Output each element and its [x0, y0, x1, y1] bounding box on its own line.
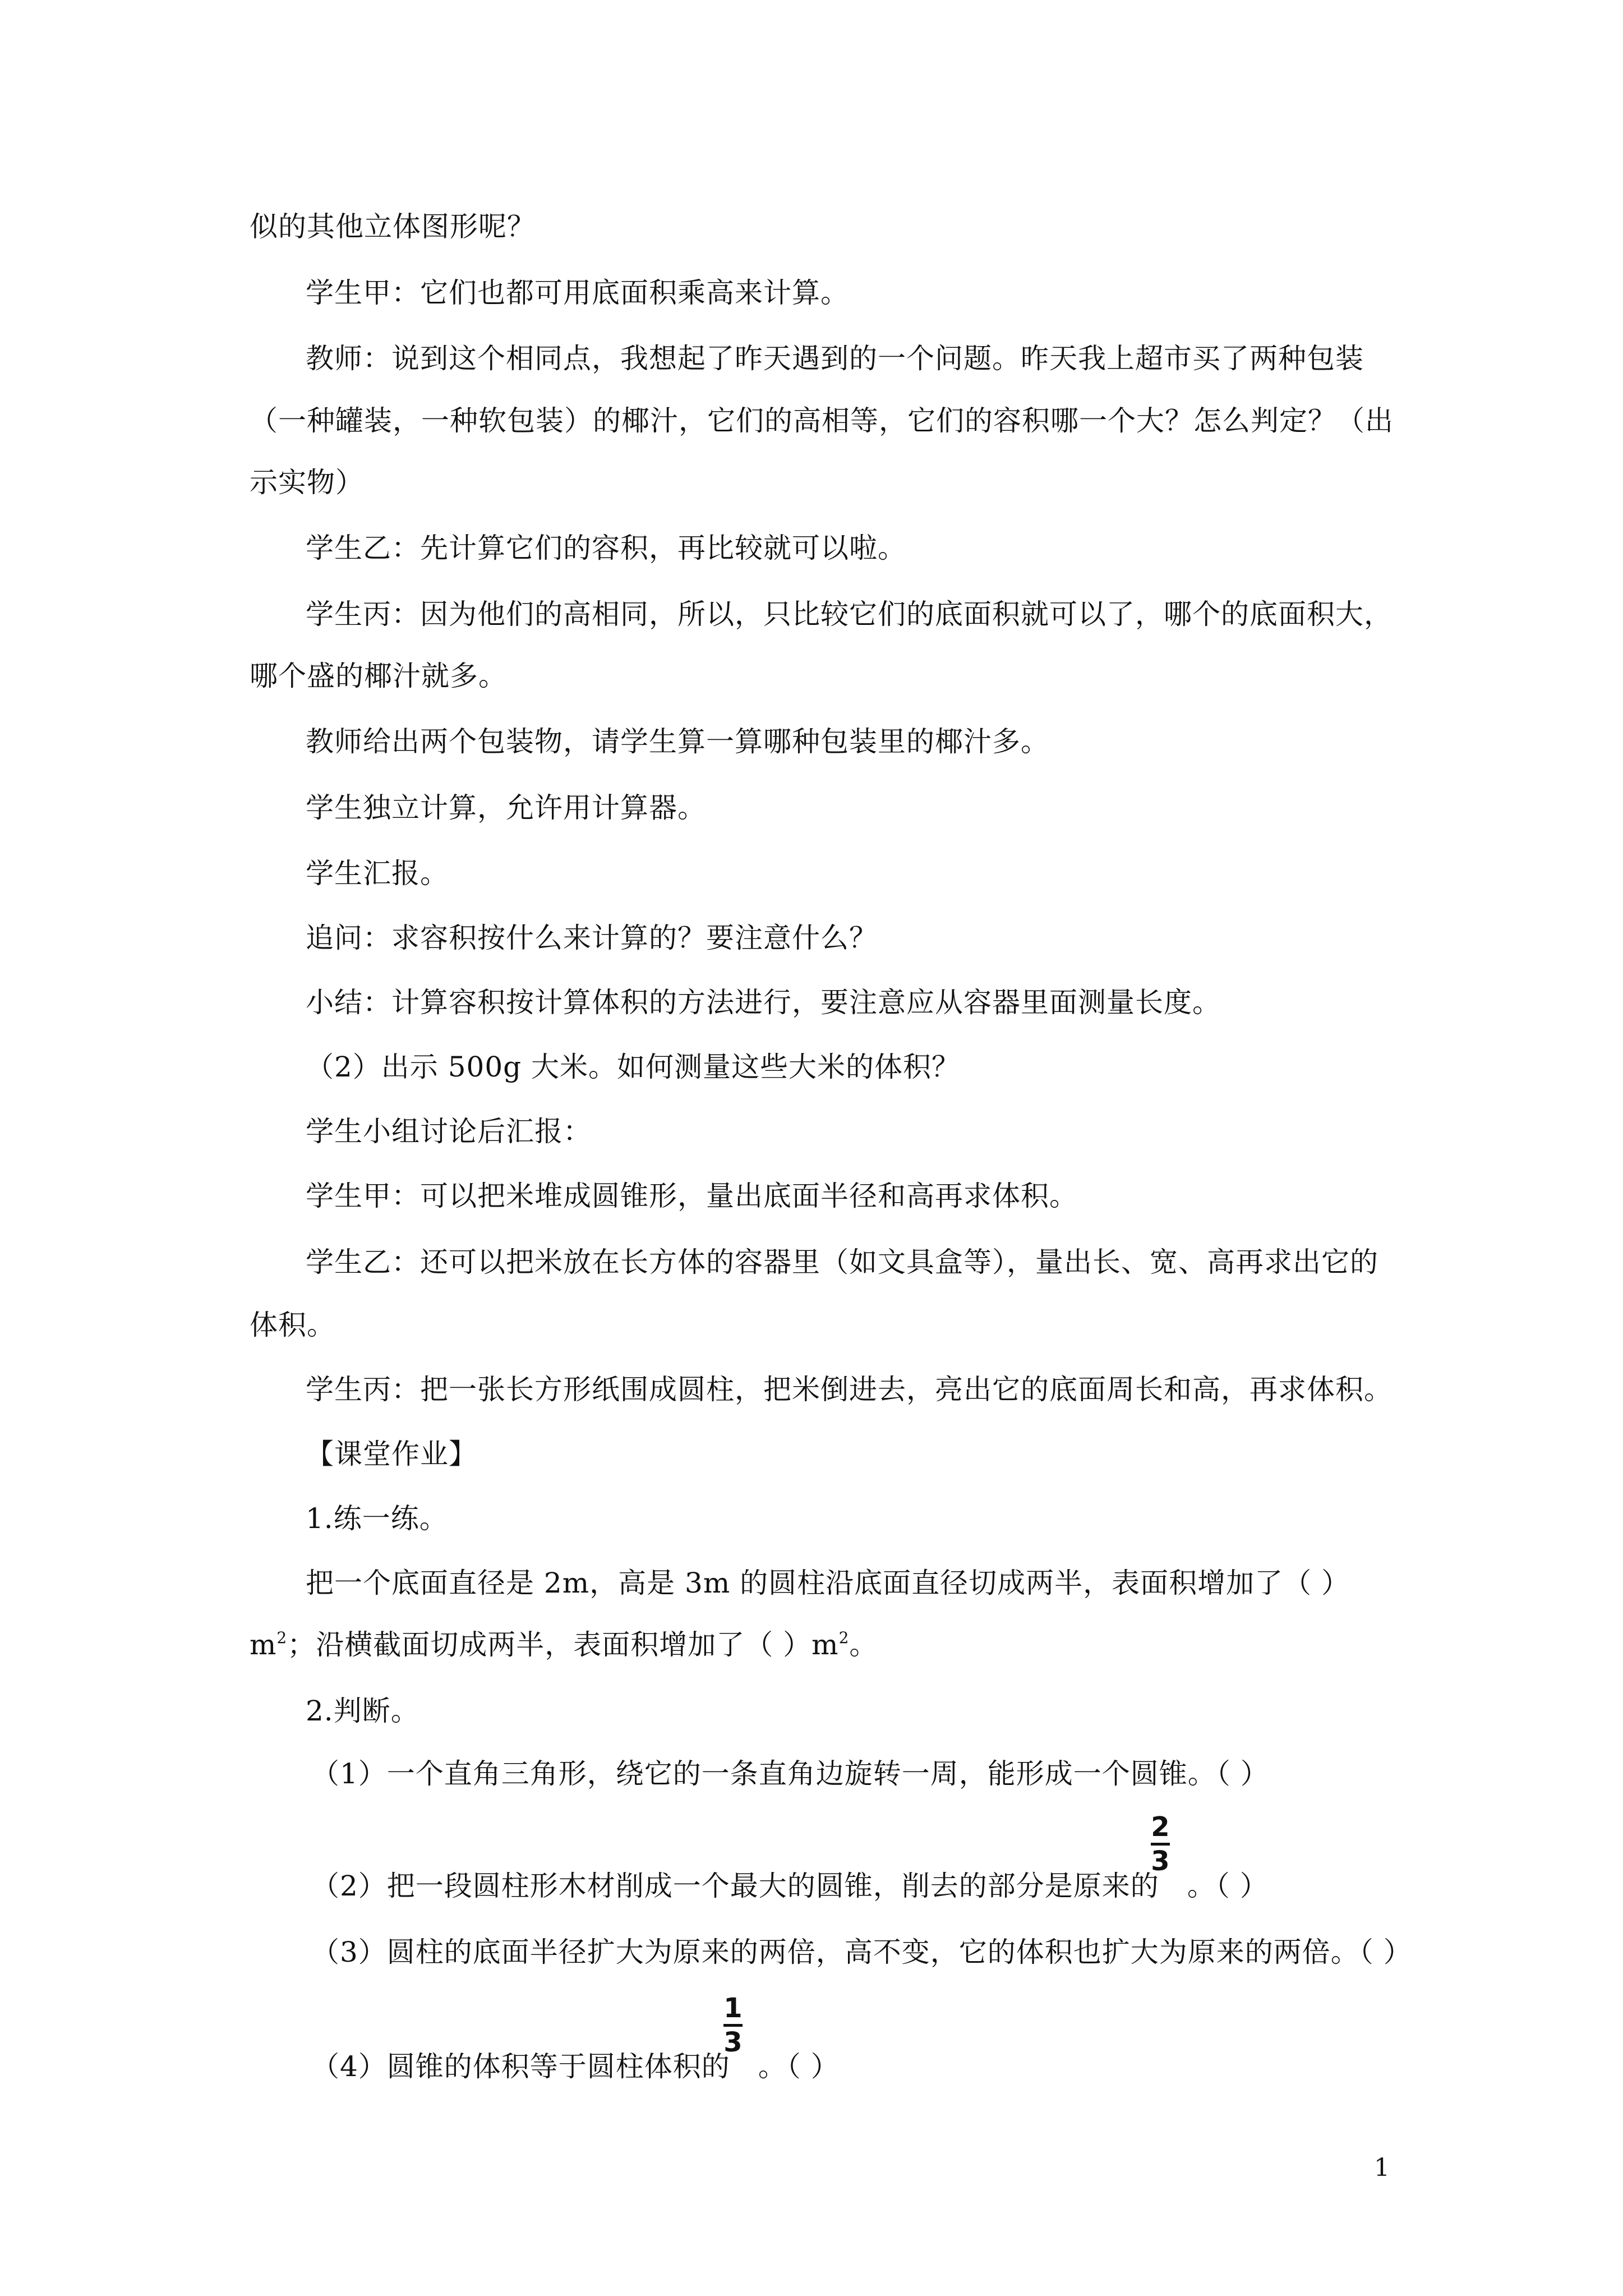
- text-line: 学生乙：先计算它们的容积，再比较就可以啦。: [306, 532, 906, 564]
- section-heading: 【课堂作业】: [306, 1438, 477, 1470]
- text-line: 学生小组讨论后汇报：: [306, 1115, 592, 1148]
- judge-item-4: [311, 2049, 1450, 2085]
- text-line: （2）出示 500g 大米。如何测量这些大米的体积？: [306, 1051, 961, 1083]
- superscript: 2: [276, 1628, 288, 1647]
- text-line: 学生甲：可以把米堆成圆锥形，量出底面半径和高再求体积。: [306, 1180, 1078, 1212]
- exercise-question-continued: [250, 1627, 1388, 1667]
- text-line: 学生乙：还可以把米放在长方体的容器里（如文具盒等），量出长、宽、高再求出它的: [306, 1246, 1378, 1278]
- superscript: 2: [838, 1628, 850, 1647]
- text-line: 示实物）: [250, 466, 364, 499]
- page-number: 1: [1374, 2154, 1390, 2182]
- text-line: 学生独立计算，允许用计算器。: [306, 792, 706, 824]
- text-line: 哪个盛的椰汁就多。: [250, 660, 507, 692]
- judge-title: 2.判断。: [306, 1695, 419, 1727]
- judge-item-4-text: （4）圆锥的体积等于圆柱体积的: [311, 2050, 730, 2083]
- judge-item-4-end: 。（ ）: [758, 2050, 840, 2083]
- fraction-numerator: 2: [1151, 1811, 1170, 1843]
- text-line: 学生汇报。: [306, 857, 449, 890]
- text-line: 似的其他立体图形呢？: [250, 210, 536, 243]
- judge-item-3: （3）圆柱的底面半径扩大为原来的两倍，高不变，它的体积也扩大为原来的两倍。（ ）: [311, 1936, 1412, 1968]
- text-line: 学生丙：把一张长方形纸围成圆柱，把米倒进去，亮出它的底面周长和高，再求体积。: [306, 1373, 1393, 1406]
- exercise-question: 把一个底面直径是 2m，高是 3m 的圆柱沿底面直径切成两半，表面积增加了（ ）: [306, 1567, 1350, 1599]
- judge-item-1: （1）一个直角三角形，绕它的一条直角边旋转一周，能形成一个圆锥。（ ）: [311, 1757, 1269, 1790]
- text-line: 学生丙：因为他们的高相同，所以，只比较它们的底面积就可以了，哪个的底面积大，: [306, 598, 1393, 631]
- unit-m: m: [250, 1628, 277, 1661]
- fraction-one-third: [723, 1994, 743, 2056]
- text-line: 教师给出两个包装物，请学生算一算哪种包装里的椰汁多。: [306, 725, 1049, 758]
- question-middle: ；沿横截面切成两半，表面积增加了（ ）m: [287, 1628, 839, 1661]
- text-line: 追问：求容积按什么来计算的？要注意什么？: [306, 922, 878, 954]
- text-line: 体积。: [250, 1309, 335, 1341]
- fraction-two-thirds: [1151, 1813, 1170, 1875]
- question-end: 。: [849, 1628, 878, 1661]
- judge-item-2-end: 。（ ）: [1187, 1870, 1269, 1902]
- exercise-title: 1.练一练。: [306, 1502, 448, 1535]
- fraction-numerator: 1: [723, 1993, 743, 2024]
- fraction-denominator: 3: [723, 2027, 743, 2058]
- fraction-denominator: 3: [1151, 1846, 1170, 1877]
- text-line: 小结：计算容积按计算体积的方法进行，要注意应从容器里面测量长度。: [306, 986, 1221, 1019]
- text-line: （一种罐装，一种软包装）的椰汁，它们的高相等，它们的容积哪一个大？怎么判定？（出: [250, 404, 1394, 437]
- judge-item-2-text: （2）把一段圆柱形木材削成一个最大的圆锥，削去的部分是原来的: [311, 1870, 1159, 1902]
- judge-item-2: [311, 1868, 1450, 1904]
- text-line: 教师：说到这个相同点，我想起了昨天遇到的一个问题。昨天我上超市买了两种包装: [306, 342, 1364, 375]
- text-line: 学生甲：它们也都可用底面积乘高来计算。: [306, 277, 849, 309]
